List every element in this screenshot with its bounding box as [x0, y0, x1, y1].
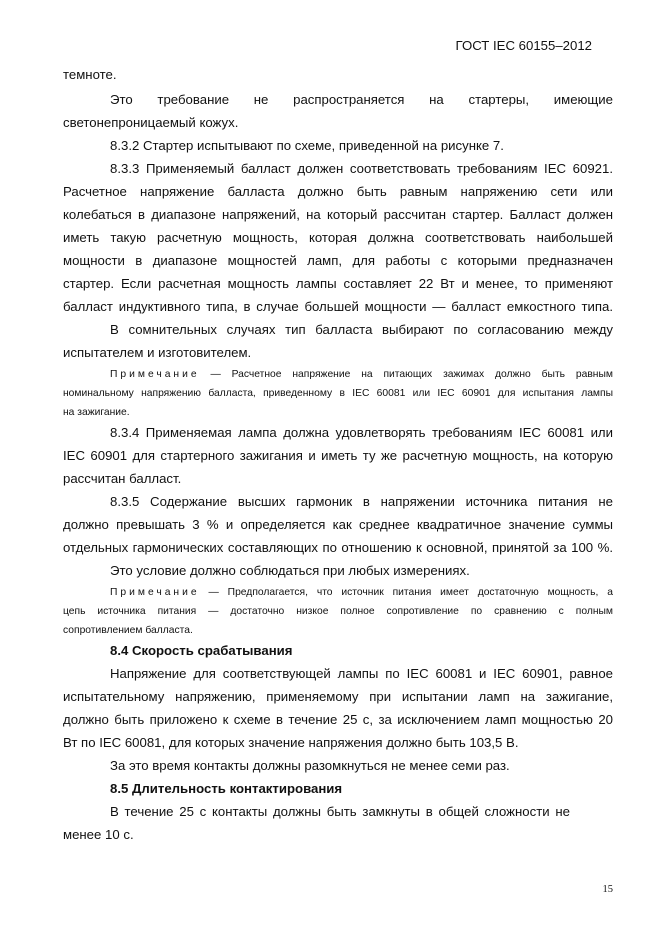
text-line: стартер. Если расчетная мощность лампы составляет 22 Вт и менее, то применяют	[63, 276, 613, 291]
text-line: колебаться в диапазоне напряжений, на который рассчитан стартер. Балласт должен	[63, 207, 613, 222]
note-line: Примечание — Расчетное напряжение на питающих зажимах должно быть равным	[110, 369, 613, 380]
note-line: цепь источника питания — достаточно низкое полное сопротивление по сравнению с полным	[63, 606, 613, 617]
note-line: номинальному напряжению балласта, приведенному в IEC 60081 или IEC 60901 для испытания лампы	[63, 388, 613, 399]
text-line: IEC 60901 для стартерного зажигания и иметь ту же расчетную мощность, на которую	[63, 448, 613, 463]
text-line: светонепроницаемый кожух.	[63, 115, 239, 130]
text-line: иметь такую расчетную мощность, которая должна соответствовать наибольшей	[63, 230, 613, 245]
text-line: должно быть приложено к схеме в течение 25 с, за исключением ламп мощностью 20	[63, 712, 613, 727]
text-line: Это требование не распространяется на стартеры, имеющие	[110, 92, 613, 107]
text-line: 8.3.4 Применяемая лампа должна удовлетворять требованиям IEC 60081 или	[110, 425, 613, 440]
text-line: 8.3.2 Стартер испытывают по схеме, приведенной на рисунке 7.	[110, 138, 504, 153]
text-line: менее 10 с.	[63, 827, 134, 842]
text-line: Вт по IEC 60081, для которых значение напряжения должно быть 103,5 В.	[63, 735, 519, 750]
page-number: 15	[602, 884, 613, 895]
text-line: испытательному напряжению, применяемому при испытании ламп на зажигание,	[63, 689, 613, 704]
text-line: Напряжение для соответствующей лампы по IEC 60081 и IEC 60901, равное	[110, 666, 613, 681]
text-line: отдельных гармонических составляющих по отношению к основной, принятой за 100 %.	[63, 540, 613, 555]
text-line: За это время контакты должны разомкнуться не менее семи раз.	[110, 758, 510, 773]
text-line: рассчитан балласт.	[63, 471, 182, 486]
text-line: В сомнительных случаях тип балласта выбирают по согласованию между	[110, 322, 613, 337]
text-line: мощности в диапазоне мощностей ламп, для работы с которыми предназначен	[63, 253, 613, 268]
text-line: испытателем и изготовителем.	[63, 345, 252, 360]
text-line: 8.3.3 Применяемый балласт должен соответствовать требованиям IEC 60921.	[110, 161, 613, 176]
note-label: Примечание	[110, 587, 200, 598]
document-standard-header: ГОСТ IEC 60155–2012	[455, 38, 592, 53]
text-line: В течение 25 с контакты должны быть замкнуты в общей сложности не	[110, 804, 570, 819]
text-line: Это условие должно соблюдаться при любых измерениях.	[110, 563, 470, 578]
text-line: темноте.	[63, 67, 117, 82]
text-line: балласт индуктивного типа, в случае большей мощности — балласт емкостного типа.	[63, 299, 613, 314]
section-heading: 8.4 Скорость срабатывания	[110, 643, 293, 658]
note-label: Примечание	[110, 369, 200, 380]
text-line: 8.3.5 Содержание высших гармоник в напряжении источника питания не	[110, 494, 613, 509]
section-heading: 8.5 Длительность контактирования	[110, 781, 343, 796]
note-line: Примечание — Предполагается, что источник питания имеет достаточную мощность, а	[110, 587, 613, 598]
text-line: должно превышать 3 % и определяется как среднее квадратичное значение суммы	[63, 517, 613, 532]
note-line: сопротивлением балласта.	[63, 625, 193, 636]
text-line: Расчетное напряжение балласта должно быть равным напряжению сети или	[63, 184, 613, 199]
note-line: на зажигание.	[63, 407, 130, 418]
